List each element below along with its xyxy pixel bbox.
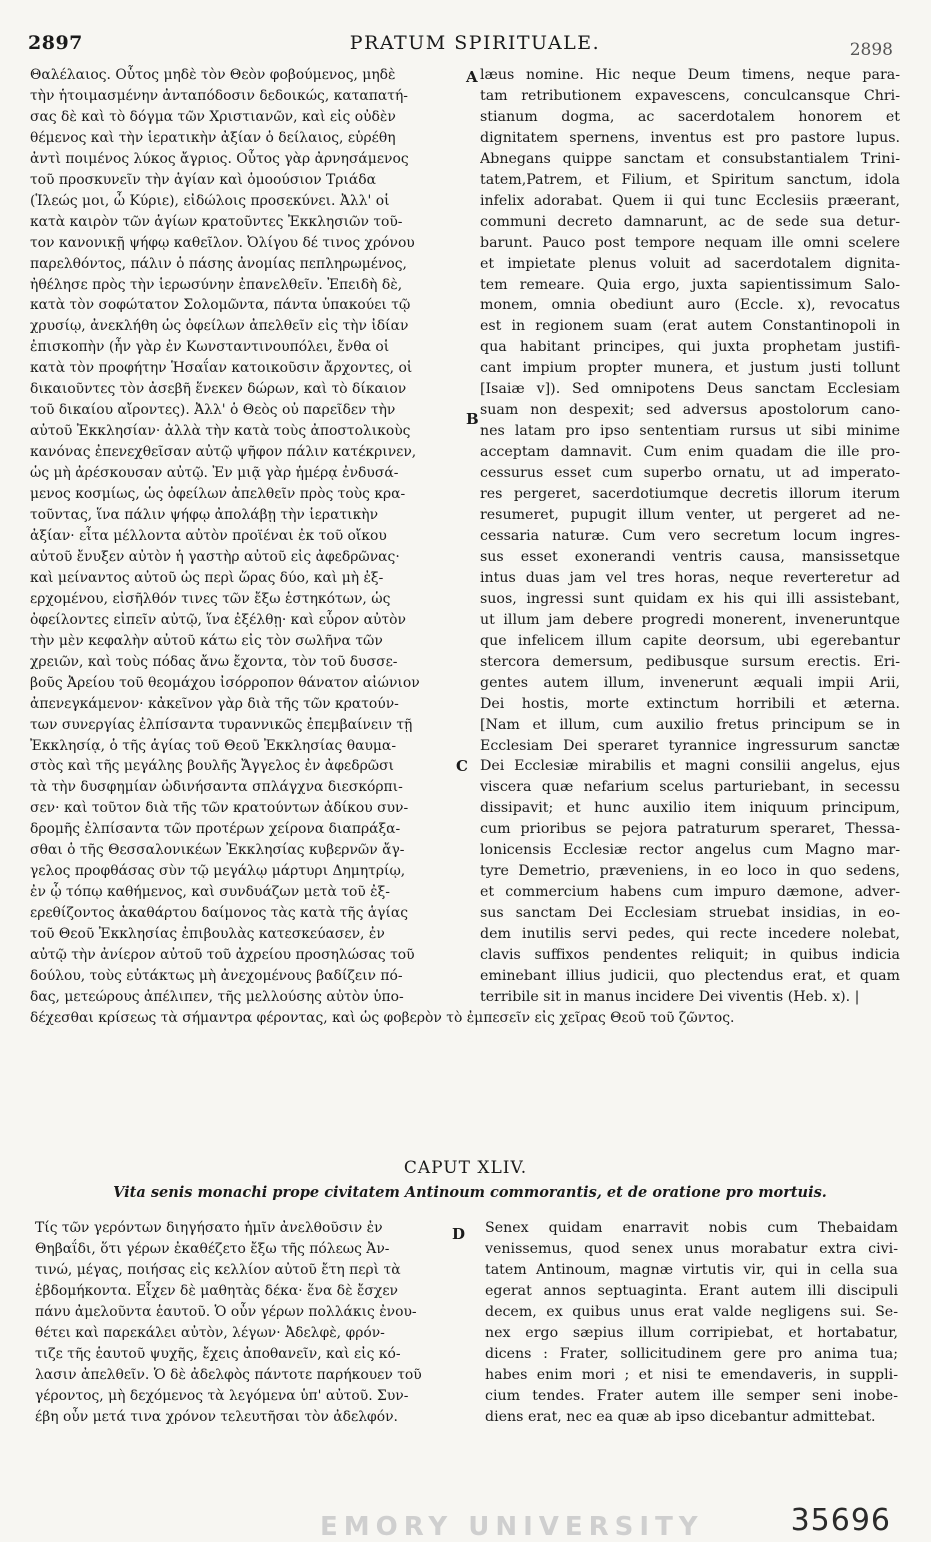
text-line: Ecclesiam Dei speraret tyrannice ingressurum sanctæ [480,737,900,754]
section-marker-b: B [466,410,479,428]
section-marker-c: C [456,757,468,775]
text-line: θέμενος καὶ τὴν ἱερατικὴν ἀξίαν ὁ δείλαιος, εὑρέθη [30,129,396,146]
text-line: ὀφείλοντες εἰπεῖν αὐτῷ, ἵνα ἐξέλθῃ· καὶ εὗρον αὐτὸν [30,611,406,628]
text-line: gentes autem illum, invenerunt æquali impii Arii, [480,674,900,691]
text-line: egerat annos septuaginta. Erant autem illi discipuli [485,1282,898,1299]
text-line: tyre Demetrio, præveniens, in eo loco in quo sedens, [480,863,900,880]
shelf-number: 35696 [790,1503,891,1538]
text-line: dem inutilis servi pedes, qui recte incedere nolebat, [480,926,900,943]
text-line: cum prioribus se pejora patraturum speraret, Thessa- [480,821,900,838]
text-line: venissemus, quod senex unus morabatur extra civi- [485,1240,898,1257]
text-line: ἀπενεγκάμενον· κἀκεῖνον γὰρ διὰ τῆς τῶν κρατούν- [30,695,399,712]
page-number-right: 2898 [849,40,893,60]
text-line: δούλου, τοὺς εὐτάκτως μὴ ἀνεχομένους βαδίζειν πό- [30,967,403,984]
text-line: κατὰ καιρὸν τῶν ἁγίων κρατοῦντες Ἐκκλησιῶν τοῦ- [30,213,403,230]
text-line: έβη οὖν μετά τινα χρόνον τελευτῆσαι τὸν ἀδελφόν. [35,1408,398,1425]
text-line: ἀντὶ ποιμένος λύκος ἄγριος. Οὗτος γὰρ ἀρνησάμενος [30,150,409,167]
text-line: læus nomine. Hic neque Deum timens, neque para- [480,67,900,83]
text-line: et commercium habens cum impuro dæmone, adver- [480,884,900,901]
text-line: [Nam et illum, cum auxilio fretus principum se in [480,716,900,733]
chapter-subtitle: Vita senis monachi prope civitatem Antinoum commorantis, et de oratione pro mortuis. [113,1184,827,1201]
text-line: barunt. Pauco post tempore nequam ille omni scelere [480,234,900,251]
text-line: nex ergo sæpius illum corripiebat, et hortabatur, [485,1324,898,1341]
text-line: βοῦς Ἀρείου τοῦ θεομάχου ἰσόρροπον θάνατον αἰώνιον [30,674,420,691]
text-line: ἐπισκοπὴν (ἦν γὰρ ἐν Κωνσταντινουπόλει, ἔνθα οἱ [30,339,390,356]
text-line: dicens : Frater, sollicitudinem gere pro anima tua; [485,1345,898,1362]
text-line: χρειῶν, καὶ τοὺς πόδας ἄνω ἔχοντα, τὸν τοῦ δυσσε- [30,653,398,670]
text-line: que infelicem illum capite deorsum, ubi egerebantur [480,632,900,649]
text-line: dignitatem spernens, inventus est pro pastore lupus. [480,129,900,146]
text-line: ἀξίαν· εἶτα μέλλοντα αὐτὸν προϊέναι ἐκ τοῦ οἴκου [30,527,387,544]
text-line: γελος προφθάσας σὺν τῷ μεγάλῳ μάρτυρι Δημητρίῳ, [30,863,406,880]
greek-column-bottom [35,1218,450,1428]
text-line: Τίς τῶν γερόντων διηγήσατο ἡμῖν ἀνελθοῦσιν ἐν [35,1220,383,1236]
text-line: stianum dogma, ac sacerdotalem honorem et [480,108,900,125]
text-line: κατὰ τὸν σοφώτατον Σολομῶντα, πάντα ὑπακούει τῷ [30,297,411,314]
text-line: ἑβδομήκοντα. Εἶχεν δὲ μαθητὰς δέκα· ἕνα δὲ ἔσχεν [35,1282,398,1299]
text-line: tem remeare. Quia ergo, juxta sapientissimum Salo- [480,276,900,293]
text-line: των συνεργίας ἐλπίσαντα τυραννικῶς ἐπεμβαίνειν τῇ [30,716,413,733]
text-line: τοῦντας, ἵνα πάλιν ψήφῳ ἀπολάβῃ τὴν ἱερατικὴν [30,507,379,524]
text-line: ερεθίζοντος ἀκαθάρτου δαίμονος τὰς κατὰ τῆς ἁγίας [30,905,409,922]
text-line: ὡς μὴ ἀρέσκουσαν αὐτῷ. Ἐν μιᾷ γὰρ ἡμέρᾳ ἐνδυσά- [30,465,399,482]
text-line: dissipavit; et hunc auxilio item iniquum principum, [480,800,900,817]
text-line: sus sanctam Dei Ecclesiam struebat insidias, in eo- [480,905,900,922]
text-line: τὰ τὴν δυσφημίαν ὠδινήσαντα σπλάγχνα διεσκόρπι- [30,779,403,796]
text-line: decem, ex quibus unus erat valde negligens sui. Se- [485,1303,898,1320]
text-line: ut illum jam debere progredi monerent, inveneruntque [480,611,900,628]
text-line: καὶ μείναντος αὐτοῦ ὡς περὶ ὥρας δύο, καὶ μὴ ἐξ- [30,569,384,586]
text-line: nes latam pro ipso sententiam rursus ut sibi minime [480,423,900,440]
text-line: ερχομένου, εἰσῆλθόν τινες τῶν ἔξω ἑστηκότων, ὡς [30,590,391,607]
text-line: λασιν ἀπελθεῖν. Ὁ δὲ ἀδελφὸς πάντοτε παρήκουεν τοῦ [35,1366,422,1383]
text-line: ἠθέλησε πρὸς τὴν ἱερωσύνην ἐπανελθεῖν. Ἐπειδὴ δὲ, [30,276,403,293]
text-line: μενος κοσμίως, ὡς ὀφείλων ἀπελθεῖν πρὸς τοὺς κρα- [30,486,406,503]
text-line: στὸς καὶ τῆς μεγάλης βουλῆς Ἄγγελος ἐν ἀφεδρῶσι [30,758,394,775]
text-line: tatem,Patrem, et Filium, et Spiritum sanctum, idola [480,171,900,188]
text-line: sus esset exonerandi ventris causa, mansissetque [480,548,900,565]
text-line: αὐτοῦ ἔνυξεν αὐτὸν ἡ γαστὴρ αὐτοῦ εἰς ἀφεδρῶνας· [30,548,400,565]
text-line: eminebant illius judicii, quo plectendus erat, et quam [480,967,900,984]
library-stamp: EMORY UNIVERSITY [320,1512,704,1542]
text-line: tam retributionem expavescens, conculcansque Chri- [480,87,900,104]
section-marker-a: A [466,68,478,86]
text-line: δικαιοῦντες τὸν ἀσεβῆ ἕνεκεν δώρων, καὶ τὸ δίκαιον [30,381,407,398]
text-line: σεν· καὶ τοῦτον διὰ τῆς τῶν κρατούντων ἀδίκου συν- [30,800,409,817]
text-line: Abnegans quippe sanctam et consubstantialem Trini- [480,150,900,167]
text-line: tatem Antinoum, magnæ virtutis vir, qui in cella sua [485,1261,898,1278]
text-line: Dei Ecclesiæ mirabilis et magni consilii angelus, ejus [480,758,900,775]
text-line: suos, ingressi sunt quidam ex his qui illi assistebant, [480,590,900,607]
text-line: αὐτοῦ Ἐκκλησίαν· ἀλλὰ τὴν κατὰ τοὺς ἀποστολικοὺς [30,423,411,440]
text-line: πάνυ ἀμελοῦντα ἑαυτοῦ. Ὁ οὖν γέρων πολλάκις ἐνου- [35,1303,417,1320]
text-line: [Isaiæ v]). Sed omnipotens Deus sanctam Ecclesiam [480,381,900,398]
text-line: δρομῆς ἐλπίσαντα τῶν προτέρων χείρονα διαπράξα- [30,821,401,838]
text-line: τοῦ δικαίου αἴροντες). Ἀλλ' ὁ Θεὸς οὐ παρεῖδεν τὴν [30,402,396,419]
text-line: est in regionem suam (erat autem Constantinopoli in [480,318,900,335]
text-line: Θαλέλαιος. Οὗτος μηδὲ τὸν Θεὸν φοβούμενος, μηδὲ [30,67,396,83]
text-line: cant impium propter munera, et justum justi tollunt [480,360,900,377]
latin-column-bottom [485,1218,898,1428]
text-line: acceptam damnavit. Cum enim quadam die ille pro- [480,444,900,461]
text-line: τιζε τῆς ἑαυτοῦ ψυχῆς, ἔχεις ἀποθανεῖν, καὶ εἰς κό- [35,1345,401,1362]
text-line: αὐτῷ τὴν ἀνίερον αὐτοῦ τοῦ ἀχρείου προσηλώσας τοῦ [30,947,415,964]
running-title: PRATUM SPIRITUALE. [349,32,601,54]
text-line: resumeret, pupugit illum venter, ut pergeret ad ne- [480,507,900,524]
text-line: Ἐκκλησίᾳ, ὁ τῆς ἁγίας τοῦ Θεοῦ Ἐκκλησίας θαυμα- [30,737,397,754]
page-number-left: 2897 [28,32,83,54]
text-line: intus duas jam vel tres horas, neque reverteretur ad [480,569,900,586]
text-line: τινώ, μέγας, ποιήσας εἰς κελλίον αὐτοῦ ἔτη περὶ τὰ [35,1261,401,1278]
section-marker-d: D [452,1225,466,1243]
text-line: σας δὲ καὶ τὸ δόγμα τῶν Χριστιανῶν, καὶ εἰς οὐδὲν [30,108,396,125]
text-line: qua habitant principes, qui juxta prophetam justifi- [480,339,900,356]
text-line: cessaria naturæ. Cum vero secretum locum ingres- [480,527,900,544]
text-line: θέτει καὶ παρεκάλει αὐτὸν, λέγων· Ἀδελφὲ, φρόν- [35,1324,385,1341]
text-line: et impietate plenus voluit ad sacerdotalem dignita- [480,255,900,272]
text-line: lonicensis Ecclesiæ rector angelus cum Magno mar- [480,842,900,859]
text-line: παρελθόντος, πάλιν ὁ πάσης ἀνομίας πεπληρωμένος, [30,255,407,272]
text-line: σθαι ὁ τῆς Θεσσαλονικέων Ἐκκλησίας κυβερνῶν ἄγ- [30,842,405,859]
text-line: χρυσίῳ, ἀνεκλήθη ὡς ὀφείλων ἀπελθεῖν εἰς τὴν ἰδίαν [30,318,409,335]
text-line: τὴν ἡτοιμασμένην ἀνταπόδοσιν δεδοικώς, καταπατή- [30,87,409,104]
text-line: δας, μετεώρους ἀπέλιπεν, τῆς μελλούσης αὐτὸν ὑπο- [30,988,404,1005]
chapter-title: CAPUT XLIV. [403,1158,528,1178]
text-line: Dei hostis, morte extinctum horribili et æterna. [480,695,900,712]
text-line: τοῦ Θεοῦ Ἐκκλησίας ἐπιβουλὰς κατεσκεύασεν, ἐν [30,926,385,943]
text-line: habes enim mori ; et nisi te emendaveris, in suppli- [485,1366,898,1383]
text-line: clavis suffixos pendentes reliquit; in quibus indicia [480,947,900,964]
text-line: κανόνας ἐπενεχθεῖσαν αὐτῷ ψῆφον πάλιν κατέκρινεν, [30,444,417,461]
text-line: κατὰ τὸν προφήτην Ἡσαΐαν κατοικοῦσιν ἄρχοντες, οἱ [30,360,413,377]
text-line: infelix adorabat. Quem ii qui tunc Ecclesiis præerant, [480,192,900,209]
text-line: τον κανονικῇ ψήφῳ καθεῖλον. Ὀλίγου δέ τινος χρόνου [30,234,415,251]
text-line: δέχεσθαι κρίσεως τὰ σήμαντρα φέροντας, καὶ ὡς φοβερὸν τὸ ἐμπεσεῖν εἰς χεῖρας Θεοῦ τοῦ ζῶντος. [30,1009,735,1026]
text-line: γέροντος, μὴ δεχόμενος τὰ λεγόμενα ὑπ' αὐτοῦ. Συν- [35,1387,409,1404]
text-line: τὴν μὲν κεφαλὴν αὐτοῦ κάτω εἰς τὸν σωλῆνα τῶν [30,632,383,649]
text-line: τοῦ προσκυνεῖν τὴν ἁγίαν καὶ ὁμοούσιον Τριάδα [30,171,376,188]
text-line: suam non despexit; sed adversus apostolorum cano- [480,402,900,419]
text-line: terribile sit in manus incidere Dei viventis (Heb. x). | [480,988,860,1005]
text-line: stercora demersum, pedibusque sursum erectis. Eri- [480,653,900,670]
text-line: res pergeret, sacerdotiumque decretis illorum iterum [480,486,900,503]
text-line: cium tendes. Frater autem ille semper seni inobe- [485,1387,898,1404]
latin-column-top [480,65,900,1008]
text-line: Senex quidam enarravit nobis cum Thebaidam [485,1220,898,1236]
text-line: Θηβαΐδι, ὅτι γέρων ἐκαθέζετο ἔξω τῆς πόλεως Ἀν- [35,1240,390,1257]
text-line: cessurus esset cum superbo ornatu, ut ad imperato- [480,465,900,482]
text-line: monem, omnia obediunt auro (Eccle. x), revocatus [480,297,900,314]
text-line: diens erat, nec ea quæ ab ipso dicebantur admittebat. [485,1408,876,1425]
text-line: ἐν ᾧ τόπῳ καθήμενος, καὶ συνδυάζων μετὰ τοῦ ἐξ- [30,884,390,901]
text-line: (Ἱλεώς μοι, ὦ Κύριε), εἰδώλοις προσεκύνει. Ἀλλ' οἱ [30,192,390,209]
text-line: communi decreto damnarunt, ac de sede sua detur- [480,213,900,230]
text-line: viscera quæ nefarium scelus parturiebant, in secessu [480,779,900,796]
